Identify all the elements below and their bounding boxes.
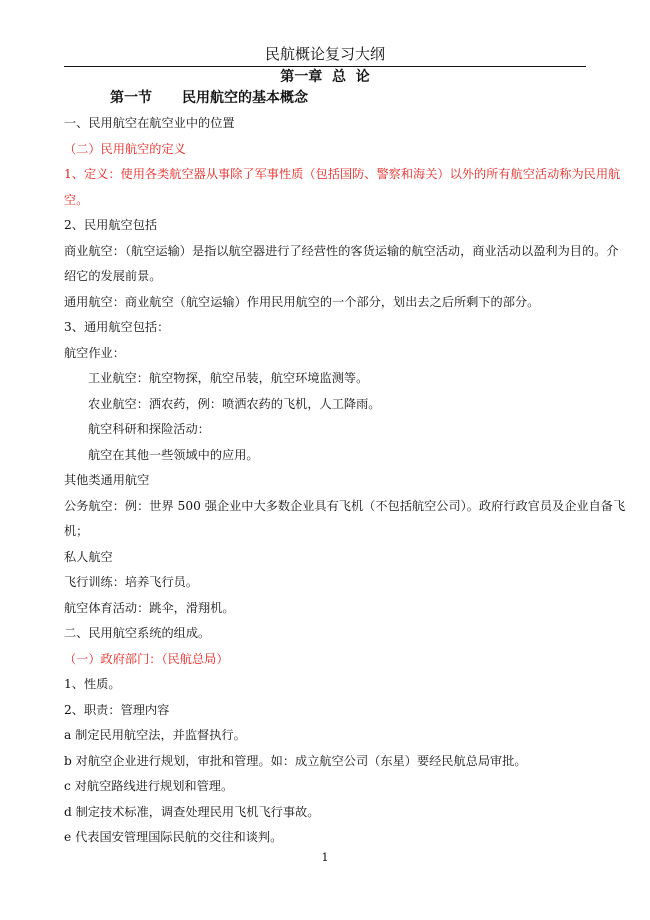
duty-item-d: d 制定技术标准，调查处理民用飞机飞行事故。 [64, 804, 320, 819]
chapter-title: 第一章 总 论 [280, 69, 370, 85]
commercial-aviation-text-continued: 绍它的发展前景。 [64, 269, 162, 283]
duties-item: 2、职责：管理内容 [64, 702, 170, 717]
research-exploration-item: 航空科研和探险活动： [88, 422, 210, 436]
page-header-title: 民航概论复习大纲 [264, 45, 385, 63]
general-aviation-text: 通用航空：商业航空（航空运输）作用民用航空的一个部分，划出去之后所剩下的部分。 [64, 294, 540, 309]
flight-training-item: 飞行训练：培养飞行员。 [64, 575, 199, 589]
nature-item: 1、性质。 [64, 677, 121, 691]
heading-system-composition: 二、民用航空系统的组成。 [64, 626, 211, 640]
private-aviation-label: 私人航空 [64, 549, 113, 564]
duty-item-e: e 代表国安管理国际民航的交往和谈判。 [64, 830, 283, 844]
page-number: 1 [321, 851, 329, 864]
section-number: 第一节 [110, 90, 152, 106]
subheading-definition: （二）民用航空的定义 [64, 141, 186, 156]
commercial-aviation-text: 商业航空：（航空运输）是指以航空器进行了经营性的客货运输的航空活动，商业活动以盈利为目的。介 [64, 243, 619, 258]
definition-text: 1、定义：使用各类航空器从事除了军事性质（包括国防、警察和海关）以外的所有航空活动称为民用航 [64, 167, 621, 181]
agricultural-aviation-item: 农业航空：洒农药，例：喷洒农药的飞机，人工降雨。 [88, 396, 381, 411]
duty-item-c: c 对航空路线进行规划和管理。 [64, 779, 234, 793]
business-aviation-text: 公务航空：例：世界 500 强企业中大多数企业具有飞机（不包括航空公司）。政府行政官员及企业自备飞 [64, 498, 626, 513]
definition-text-continued: 空。 [64, 192, 89, 207]
heading-civil-aviation-includes: 2、民用航空包括 [64, 218, 158, 232]
section-heading [110, 88, 308, 108]
aerial-work-label: 航空作业： [64, 345, 125, 360]
business-aviation-text-continued: 机； [64, 524, 89, 538]
document-body [64, 111, 626, 851]
duty-item-b: b 对航空企业进行规划，审批和管理。如：成立航空公司（东星）要经民航总局审批。 [64, 753, 527, 768]
duty-item-a: a 制定民用航空法，并监督执行。 [64, 728, 246, 742]
other-applications-item: 航空在其他一些领域中的应用。 [88, 447, 259, 462]
industrial-aviation-item: 工业航空：航空物探，航空吊装，航空环境监测等。 [88, 371, 369, 385]
subheading-government-departments: （一）政府部门：（民航总局） [64, 651, 229, 666]
section-name: 民用航空的基本概念 [182, 90, 308, 106]
aviation-sports-item: 航空体育活动：跳伞，滑翔机。 [64, 600, 235, 615]
other-general-aviation-label: 其他类通用航空 [64, 473, 150, 487]
heading-general-aviation-includes: 3、通用航空包括： [64, 320, 170, 334]
heading-civil-aviation-position: 一、民用航空在航空业中的位置 [64, 116, 235, 130]
